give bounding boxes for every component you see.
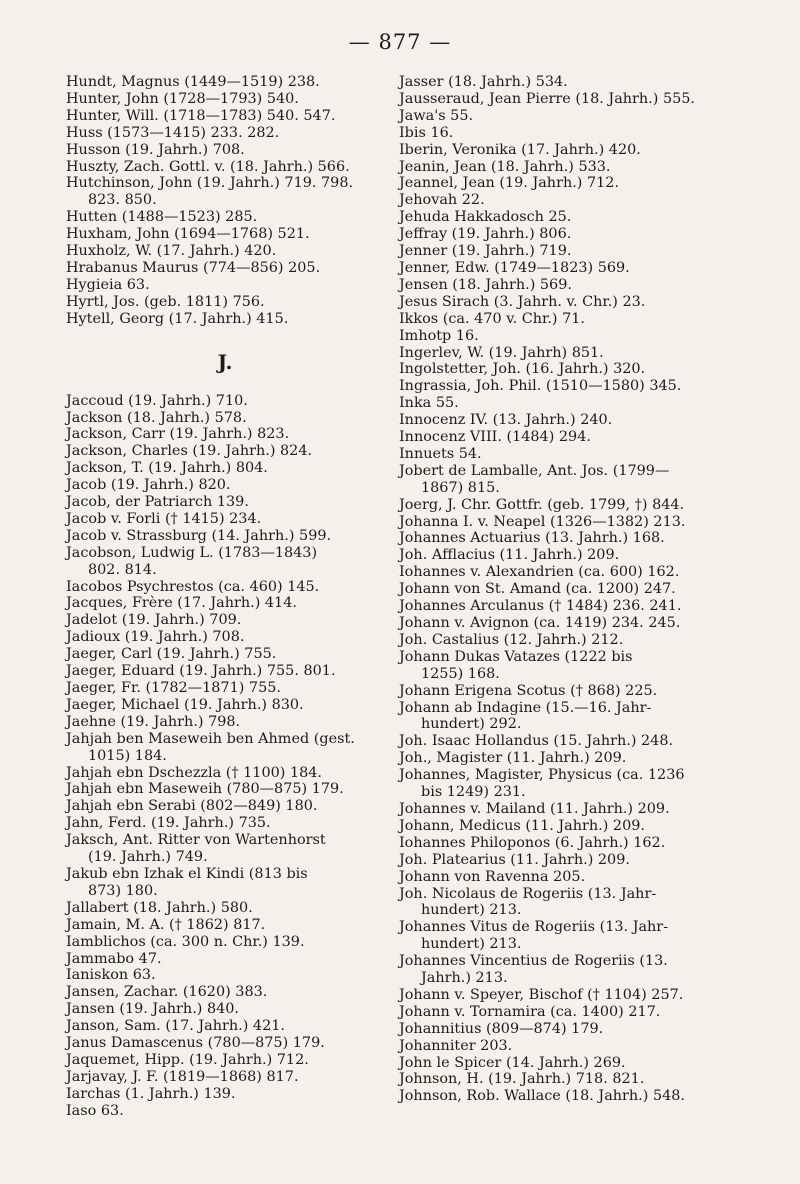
index-entry: Johannes Vitus de Rogeriis (13. Jahr- <box>399 919 669 936</box>
index-entry: John le Spicer (14. Jahrh.) 269. <box>399 1054 626 1071</box>
index-entry: Hunter, John (1728—1793) 540. <box>66 90 299 107</box>
index-entry: Jaeger, Michael (19. Jahrh.) 830. <box>66 696 304 713</box>
index-entry: Iaso 63. <box>66 1102 124 1119</box>
index-entry: Jeffray (19. Jahrh.) 806. <box>399 226 572 243</box>
index-entry: Jaksch, Ant. Ritter von Wartenhorst <box>66 832 326 849</box>
index-entry: Imhotp 16. <box>399 327 479 344</box>
index-entry-continuation: (19. Jahrh.) 749. <box>88 849 208 866</box>
index-entry: Hutten (1488—1523) 285. <box>66 209 258 226</box>
index-entry: Jahjah ebn Serabi (802—849) 180. <box>66 798 318 815</box>
index-entry-continuation: 1015) 184. <box>88 747 167 764</box>
index-entry: Johann von St. Amand (ca. 1200) 247. <box>399 581 676 598</box>
index-entry: Johann Erigena Scotus († 868) 225. <box>399 682 658 699</box>
index-entry: Hrabanus Maurus (774—856) 205. <box>66 259 321 276</box>
index-entry: Jenner, Edw. (1749—1823) 569. <box>399 259 630 276</box>
index-entry: Joh. Nicolaus de Rogeriis (13. Jahr- <box>399 885 657 902</box>
index-entry: Janus Damascenus (780—875) 179. <box>66 1035 325 1052</box>
index-entry: Johann Dukas Vatazes (1222 bis <box>399 648 633 665</box>
index-entry: Joh., Magister (11. Jahrh.) 209. <box>399 750 627 767</box>
index-entry-continuation: bis 1249) 231. <box>421 784 526 801</box>
index-entry: Johannes v. Mailand (11. Jahrh.) 209. <box>399 800 670 817</box>
index-entry: Jobert de Lamballe, Ant. Jos. (1799— <box>399 462 670 479</box>
page-number: — 877 — <box>348 30 452 54</box>
index-entry: Huxham, John (1694—1768) 521. <box>66 226 310 243</box>
index-entry-continuation: 1255) 168. <box>421 665 500 682</box>
index-entry: Jacques, Frère (17. Jahrh.) 414. <box>66 595 297 612</box>
index-entry: Jahn, Ferd. (19. Jahrh.) 735. <box>66 815 271 832</box>
index-entry: Johanna I. v. Neapel (1326—1382) 213. <box>399 513 686 530</box>
index-entry: Jammabo 47. <box>66 950 162 967</box>
index-entry: Hygieia 63. <box>66 276 150 293</box>
index-entry: Jansen (19. Jahrh.) 840. <box>66 1001 240 1018</box>
index-entry: Jakub ebn Izhak el Kindi (813 bis <box>66 865 308 882</box>
index-entry: Joh. Afflacius (11. Jahrh.) 209. <box>399 547 620 564</box>
index-entry: Iarchas (1. Jahrh.) 139. <box>66 1085 236 1102</box>
index-entry: Johann v. Tornamira (ca. 1400) 217. <box>399 1003 661 1020</box>
index-entry: Jahjah ben Maseweih ben Ahmed (gest. <box>66 730 355 747</box>
index-entry: Jausseraud, Jean Pierre (18. Jahrh.) 555. <box>399 90 695 107</box>
index-entry: Jaeger, Carl (19. Jahrh.) 755. <box>66 646 277 663</box>
index-entry: Jehuda Hakkadosch 25. <box>399 209 572 226</box>
index-entry: Jadelot (19. Jahrh.) 709. <box>66 612 242 629</box>
index-entry-continuation: Jahrh.) 213. <box>421 970 508 987</box>
index-entry: Jahjah ebn Maseweih (780—875) 179. <box>66 781 344 798</box>
index-entry: Johannitius (809—874) 179. <box>399 1020 604 1037</box>
left-after-group <box>66 393 384 1120</box>
index-entry: Janson, Sam. (17. Jahrh.) 421. <box>66 1018 285 1035</box>
index-entry: Jallabert (18. Jahrh.) 580. <box>66 899 253 916</box>
index-entry: Innuets 54. <box>399 445 482 462</box>
index-entry: Huss (1573—1415) 233. 282. <box>66 124 280 141</box>
index-entry: Ingrassia, Joh. Phil. (1510—1580) 345. <box>399 378 682 395</box>
index-entry: Hytell, Georg (17. Jahrh.) 415. <box>66 310 289 327</box>
index-entry: Jawa's 55. <box>399 107 474 124</box>
index-entry: Joh. Platearius (11. Jahrh.) 209. <box>399 851 630 868</box>
index-entry: Jaquemet, Hipp. (19. Jahrh.) 712. <box>66 1051 309 1068</box>
index-column-right <box>399 74 719 1105</box>
index-entry: Ibis 16. <box>399 124 454 141</box>
index-entry: Jackson, Charles (19. Jahrh.) 824. <box>66 443 313 460</box>
index-entry: Iacobos Psychrestos (ca. 460) 145. <box>66 578 320 595</box>
index-entry: Jasser (18. Jahrh.) 534. <box>399 74 568 90</box>
index-entry: Jacob v. Forli († 1415) 234. <box>66 510 262 527</box>
index-entry-continuation: 1867) 815. <box>421 479 500 496</box>
index-entry-continuation: 802. 814. <box>88 561 157 578</box>
index-entry: Jacob (19. Jahrh.) 820. <box>66 477 231 494</box>
index-entry: Ingerlev, W. (19. Jahrh) 851. <box>399 344 604 361</box>
index-entry: Jensen (18. Jahrh.) 569. <box>399 276 572 293</box>
index-entry: Jahjah ebn Dschezzla († 1100) 184. <box>66 764 322 781</box>
index-entry: Johann v. Avignon (ca. 1419) 234. 245. <box>399 615 681 631</box>
index-entry-continuation: hundert) 292. <box>421 716 522 733</box>
index-entry: Ingolstetter, Joh. (16. Jahrh.) 320. <box>399 361 646 378</box>
index-entry-continuation: hundert) 213. <box>421 902 522 919</box>
index-entry: Jehovah 22. <box>399 192 485 209</box>
index-entry: Jeanin, Jean (18. Jahrh.) 533. <box>399 158 611 175</box>
index-entry: Iohannes v. Alexandrien (ca. 600) 162. <box>399 564 680 581</box>
index-entry: Joh. Isaac Hollandus (15. Jahrh.) 248. <box>399 733 674 750</box>
index-entry: Johanniter 203. <box>399 1037 513 1054</box>
index-entry: Jacobson, Ludwig L. (1783—1843) <box>66 544 318 561</box>
index-entry: Johannes Arculanus († 1484) 236. 241. <box>399 598 682 615</box>
index-entry: Johnson, Rob. Wallace (18. Jahrh.) 548. <box>399 1088 685 1105</box>
index-entry: Jadioux (19. Jahrh.) 708. <box>66 629 245 646</box>
index-entry: Ianiskon 63. <box>66 967 156 984</box>
index-entry-continuation: hundert) 213. <box>421 936 522 953</box>
index-entry: Jeannel, Jean (19. Jahrh.) 712. <box>399 175 620 192</box>
index-entry: Ikkos (ca. 470 v. Chr.) 71. <box>399 310 585 327</box>
index-entry: Jackson, Carr (19. Jahrh.) 823. <box>66 426 290 443</box>
index-entry: Hunter, Will. (1718—1783) 540. 547. <box>66 107 336 124</box>
index-entry: Hundt, Magnus (1449—1519) 238. <box>66 74 320 90</box>
index-entry: Johannes, Magister, Physicus (ca. 1236 <box>399 767 685 784</box>
index-entry: Jamain, M. A. († 1862) 817. <box>66 916 266 933</box>
index-entry: Hyrtl, Jos. (geb. 1811) 756. <box>66 293 265 310</box>
index-column-left <box>66 74 384 1120</box>
index-entry: Innocenz VIII. (1484) 294. <box>399 429 591 446</box>
index-entry: Johann, Medicus (11. Jahrh.) 209. <box>399 817 645 834</box>
index-entry: Johannes Vincentius de Rogeriis (13. <box>399 953 668 970</box>
index-entry: Jaeger, Fr. (1782—1871) 755. <box>66 680 281 696</box>
index-entry: Husson (19. Jahrh.) 708. <box>66 141 245 158</box>
left-before-group <box>66 74 384 328</box>
index-entry: Jackson (18. Jahrh.) 578. <box>66 409 247 426</box>
index-entry: Hutchinson, John (19. Jahrh.) 719. 798. <box>66 175 354 192</box>
index-entry: Huszty, Zach. Gottl. v. (18. Jahrh.) 566. <box>66 158 350 175</box>
index-entry: Jaeger, Eduard (19. Jahrh.) 755. 801. <box>66 663 336 680</box>
index-entry: Iberin, Veronika (17. Jahrh.) 420. <box>399 141 641 158</box>
index-entry: Joh. Castalius (12. Jahrh.) 212. <box>399 631 624 648</box>
section-heading: J. <box>217 349 233 374</box>
index-entry: Iamblichos (ca. 300 n. Chr.) 139. <box>66 933 305 950</box>
index-entry: Jarjavay, J. F. (1819—1868) 817. <box>66 1068 299 1085</box>
index-entry: Johannes Actuarius (13. Jahrh.) 168. <box>399 530 665 547</box>
index-entry: Johnson, H. (19. Jahrh.) 718. 821. <box>399 1071 645 1088</box>
index-entry-continuation: 873) 180. <box>88 882 158 899</box>
index-entry: Jesus Sirach (3. Jahrh. v. Chr.) 23. <box>399 293 646 310</box>
right-group <box>399 74 719 1105</box>
index-entry: Jacob, der Patriarch 139. <box>66 494 249 511</box>
index-entry: Jaccoud (19. Jahrh.) 710. <box>66 392 248 409</box>
index-entry: Jackson, T. (19. Jahrh.) 804. <box>66 460 268 477</box>
index-entry: Jansen, Zachar. (1620) 383. <box>66 984 268 1001</box>
index-entry: Jenner (19. Jahrh.) 719. <box>399 243 572 260</box>
index-entry: Jaehne (19. Jahrh.) 798. <box>66 713 241 730</box>
index-entry: Johann von Ravenna 205. <box>399 868 586 885</box>
index-entry: Inka 55. <box>399 395 459 412</box>
index-entry-continuation: 823. 850. <box>88 192 157 209</box>
index-entry: Johann v. Speyer, Bischof († 1104) 257. <box>399 986 684 1003</box>
index-entry: Iohannes Philoponos (6. Jahrh.) 162. <box>399 834 666 851</box>
index-entry: Johann ab Indagine (15.—16. Jahr- <box>399 699 652 716</box>
index-entry: Joerg, J. Chr. Gottfr. (geb. 1799, †) 844. <box>399 496 685 513</box>
index-entry: Innocenz IV. (13. Jahrh.) 240. <box>399 412 613 429</box>
index-entry: Huxholz, W. (17. Jahrh.) 420. <box>66 243 277 260</box>
index-entry: Jacob v. Strassburg (14. Jahrh.) 599. <box>66 527 332 544</box>
